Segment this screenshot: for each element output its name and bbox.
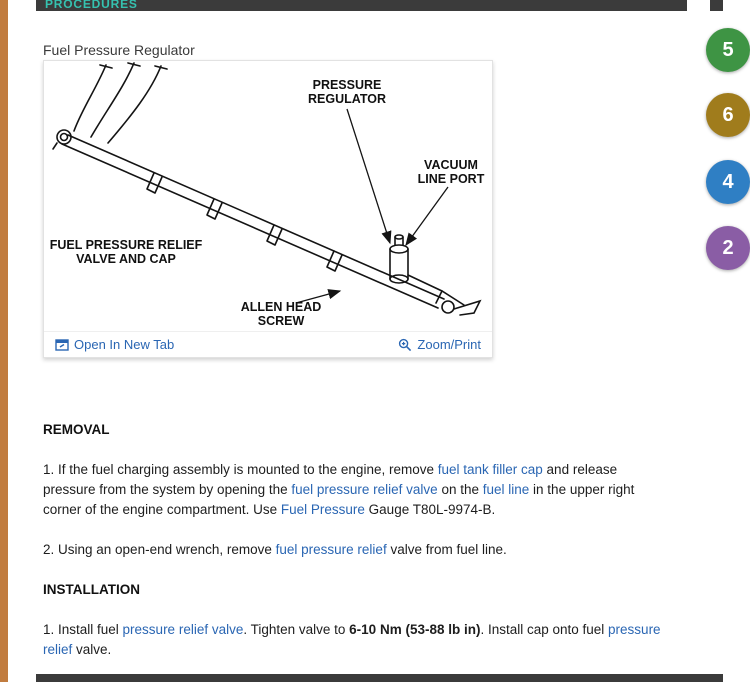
procedure-step bbox=[43, 620, 673, 660]
label-relief-1: FUEL PRESSURE RELIEF bbox=[49, 238, 203, 252]
label-allen-1: ALLEN HEAD bbox=[240, 300, 322, 314]
label-allen-2: SCREW bbox=[257, 314, 305, 328]
user-avatar[interactable]: 5 bbox=[706, 28, 750, 72]
open-in-new-tab-icon bbox=[55, 338, 69, 351]
step-text: . Tighten valve to bbox=[243, 622, 350, 637]
left-accent-strip bbox=[0, 0, 8, 682]
procedure-step bbox=[43, 460, 673, 520]
step-text: 2. Using an open-end wrench, remove bbox=[43, 542, 276, 557]
zoom-print-link[interactable] bbox=[398, 337, 481, 352]
figure-title: Fuel Pressure Regulator bbox=[43, 42, 195, 58]
torque-spec-bold: 6-10 Nm (53-88 lb in) bbox=[349, 622, 481, 637]
open-in-new-tab-link[interactable] bbox=[55, 337, 174, 352]
step-text: valve. bbox=[72, 642, 112, 657]
zoom-print-label: Zoom/Print bbox=[417, 337, 481, 352]
label-relief-2: VALVE AND CAP bbox=[76, 252, 176, 266]
procedures-header-label: PROCEDURES bbox=[45, 0, 138, 11]
inline-part-link[interactable]: fuel tank filler cap bbox=[437, 462, 543, 477]
user-avatar[interactable]: 6 bbox=[706, 93, 750, 137]
procedure-text bbox=[43, 420, 673, 680]
step-text: Gauge T80L-9974-B. bbox=[364, 502, 496, 517]
inline-part-link[interactable]: fuel pressure relief bbox=[275, 542, 387, 557]
top-header-bar bbox=[36, 0, 687, 11]
step-text: in the upper right corner of the engine compartment. Use bbox=[43, 482, 635, 517]
open-in-new-tab-label: Open In New Tab bbox=[74, 337, 175, 352]
header-right-block bbox=[710, 0, 723, 11]
step-text: and release pressure from the system by opening the bbox=[43, 462, 618, 497]
step-text: 1. Install fuel bbox=[43, 622, 123, 637]
step-text: . Install cap onto fuel bbox=[480, 622, 609, 637]
label-pressure-regulator-1: PRESSURE bbox=[312, 78, 382, 92]
zoom-icon bbox=[398, 338, 412, 352]
user-avatar[interactable]: 2 bbox=[706, 226, 750, 270]
label-vacuum-2: LINE PORT bbox=[417, 172, 485, 186]
label-vacuum-1: VACUUM bbox=[424, 158, 478, 172]
inline-part-link[interactable]: pressure relief valve bbox=[122, 622, 244, 637]
inline-part-link[interactable]: fuel line bbox=[482, 482, 530, 497]
step-text: 1. If the fuel charging assembly is mounted to the engine, remove bbox=[43, 462, 438, 477]
inline-part-link[interactable]: fuel pressure relief valve bbox=[291, 482, 438, 497]
diagram-panel bbox=[43, 60, 493, 358]
step-text: valve from fuel line. bbox=[386, 542, 507, 557]
label-pressure-regulator-2: REGULATOR bbox=[307, 92, 387, 106]
inline-part-link[interactable]: Fuel Pressure bbox=[280, 502, 365, 517]
section-heading: REMOVAL bbox=[43, 422, 110, 437]
step-text: on the bbox=[437, 482, 483, 497]
section-heading: INSTALLATION bbox=[43, 582, 140, 597]
bottom-bar bbox=[36, 674, 723, 682]
inline-part-link[interactable]: pressure relief bbox=[43, 622, 661, 657]
procedure-step bbox=[43, 540, 673, 560]
fuel-regulator-diagram bbox=[44, 61, 492, 331]
figure-toolbar bbox=[44, 331, 492, 357]
user-avatar[interactable]: 4 bbox=[706, 160, 750, 204]
